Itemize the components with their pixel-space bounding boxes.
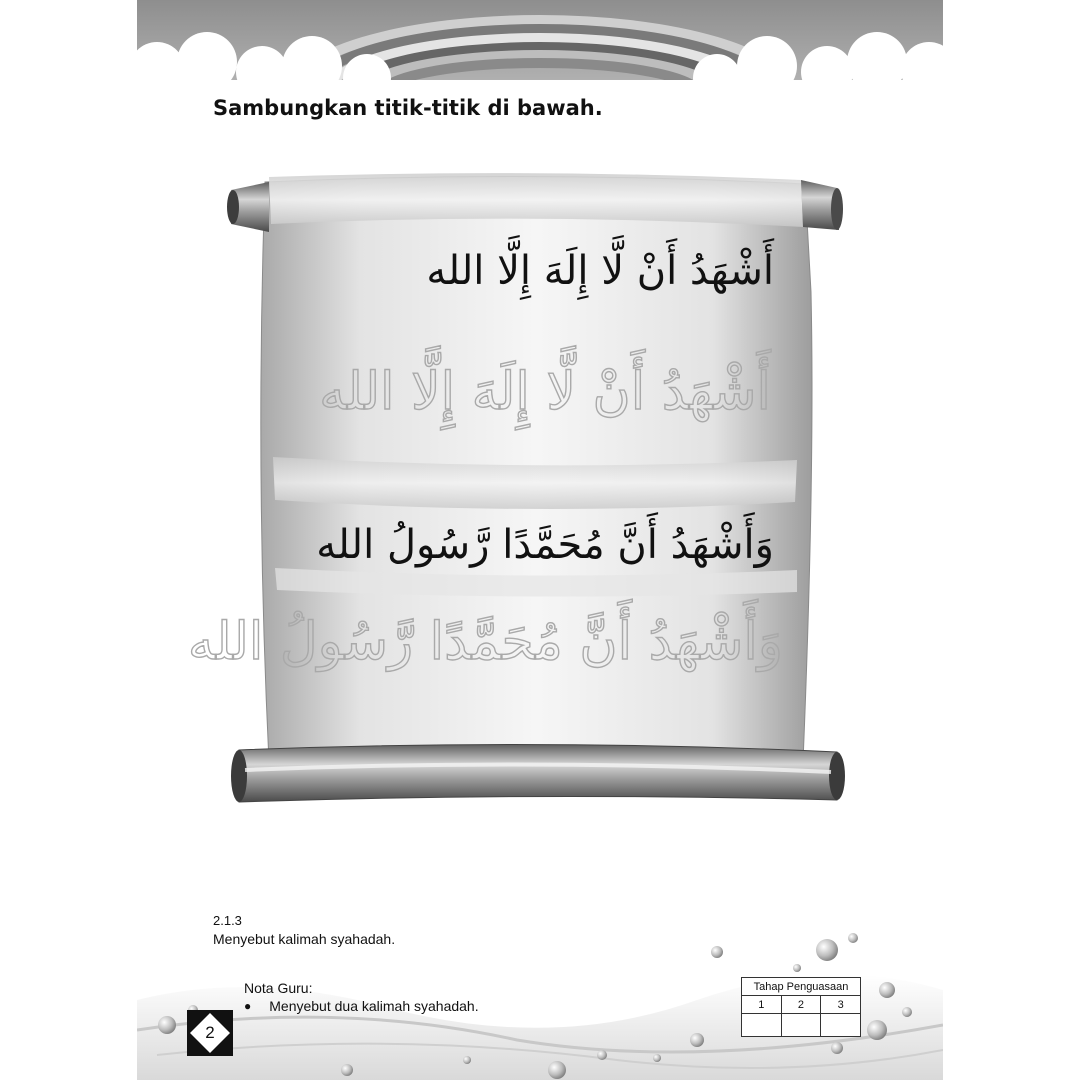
syahadah-line-2-trace[interactable]: وَأَشْهَدُ أَنَّ مُحَمَّدًا رَّسُولُ الله [187, 612, 783, 672]
bullet-icon: ● [244, 999, 252, 1013]
mastery-level-header: 1 [742, 996, 782, 1014]
syahadah-line-1: أَشْهَدُ أَنْ لَّا إِلَهَ إِلَّا الله [426, 248, 774, 294]
mastery-level-table [741, 977, 861, 1037]
header-cloud-banner [137, 0, 943, 90]
learning-standard-code: 2.1.3 [213, 913, 242, 928]
page-number: 2 [205, 1023, 215, 1042]
teacher-note-title: Nota Guru: [244, 980, 313, 996]
scroll-roll-bottom [239, 744, 837, 802]
syahadah-line-2: وَأَشْهَدُ أَنَّ مُحَمَّدًا رَّسُولُ الله [316, 522, 774, 568]
mastery-table-title: Tahap Penguasaan [742, 978, 861, 996]
mastery-level-header: 2 [781, 996, 821, 1014]
instruction-text: Sambungkan titik-titik di bawah. [213, 96, 603, 120]
teacher-note-item-text: Menyebut dua kalimah syahadah. [269, 998, 479, 1014]
teacher-note [244, 980, 479, 1014]
worksheet-page [137, 0, 943, 1080]
learning-standard-description: Menyebut kalimah syahadah. [213, 931, 396, 947]
mastery-checkbox-2[interactable] [781, 1014, 821, 1037]
mastery-level-header: 3 [821, 996, 861, 1014]
mastery-checkbox-3[interactable] [821, 1014, 861, 1037]
mastery-checkbox-1[interactable] [742, 1014, 782, 1037]
teacher-note-item [244, 998, 479, 1014]
syahadah-line-1-trace[interactable]: أَشْهَدُ أَنْ لَّا إِلَهَ إِلَّا الله [319, 362, 771, 422]
